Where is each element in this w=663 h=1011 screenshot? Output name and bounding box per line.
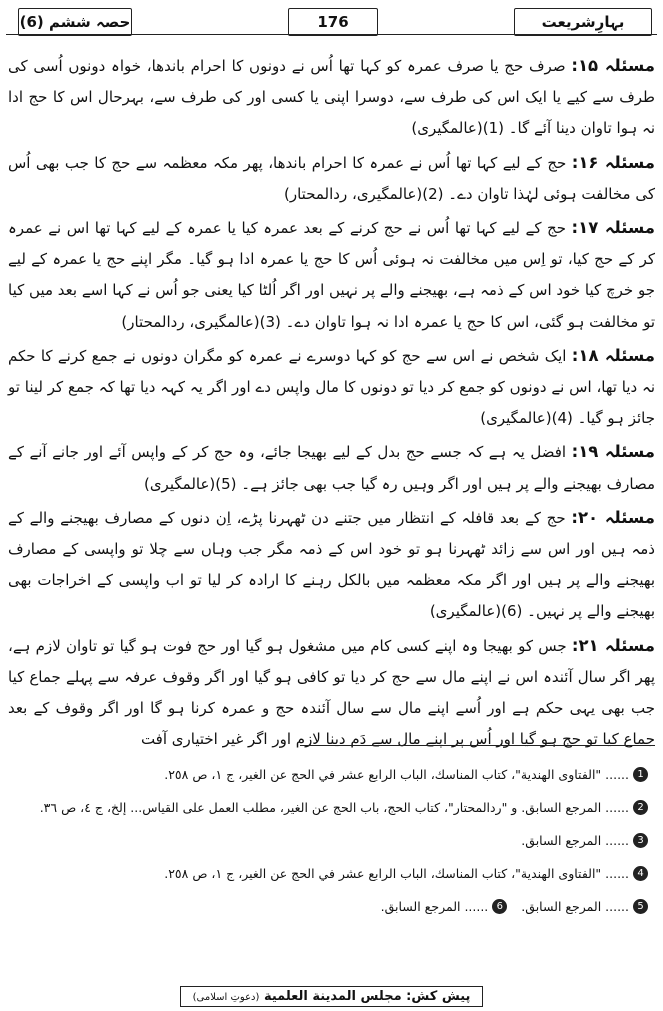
- footnote-text: ...... المرجع السابق.: [521, 899, 629, 914]
- footnote-number: 3: [633, 833, 648, 848]
- page-number: 176: [288, 8, 378, 36]
- footnote-text: ...... المرجع السابق.: [521, 833, 629, 848]
- footnote-4: [8, 857, 648, 890]
- masala-label: مسئلہ ۱۸:: [571, 345, 655, 365]
- masala-text: صرف حج یا صرف عمرہ کو کہا تھا اُس نے دونوں کا احرام باندھا، خواہ دونوں اُسی کی طرف سے کیے یا ایک اس کی طرف سے، دوسرا اپنی یا کسی اور کی طرف سے، بہرحال اس کا حج ادا نہ ہوا تاوان دینا آئے گا۔ (1)(عالمگیری): [8, 57, 655, 138]
- footnote-number: 5: [633, 899, 648, 914]
- footnote-6: [381, 899, 508, 914]
- publisher-prefix: پیش کش:: [406, 989, 471, 1004]
- masala-text: حج کے لیے کہا تھا اُس نے عمرہ کا احرام باندھا، پھر مکہ معظمہ سے حج کا جب بھی اُس کی مخالفت ہوئی لہٰذا تاوان دے۔ (2)(عالمگیری، ردالمحتار): [8, 153, 655, 203]
- masala-text: حج کے لیے کہا تھا اُس نے حج کرنے کے بعد عمرہ کیا یا عمرہ کے لیے کہا تھا اس نے عمرہ کر کے حج کیا، تو اِس میں مخالفت نہ ہوئی اُس کا حج یا عمرہ ادا ہو گیا۔ مگر اپنے حج یا عمرہ کے لیے جو خرچ کیا خود اس کے ذمہ ہے، بھیجنے والے پر نہیں اور اگر اُلٹا کیا یعنی جو اُس نے کہا اسے بعد میں کیا تو مخالفت ہو گئی، اس کا حج یا عمرہ ادا نہ ہوا تاوان دے۔ (3)(عالمگیری، ردالمحتار): [8, 219, 655, 331]
- masala-label: مسئلہ ۱۷:: [571, 218, 655, 238]
- masala-21: [8, 630, 655, 756]
- footnote-number: 1: [633, 767, 648, 782]
- masala-text: حج کے بعد قافلہ کے انتظار میں جتنے دن ٹھہرنا پڑے، اِن دنوں کے مصارف بھیجنے والے کے ذمہ ہیں اور اس سے زائد ٹھہرنا ہو تو خود اس کے ذمہ مگر جب وہاں سے چلا تو واپسی کے مصارف بھیجنے والے پر ہیں اور اگر مکہ معظمہ میں بالکل رہنے کا ارادہ کر لیا تو اب واپسی کے اخراجات بھی بھیجنے والے پر نہیں۔ (6)(عالمگیری): [8, 508, 655, 621]
- masala-17: [8, 212, 655, 338]
- footnote-5-6: [8, 890, 648, 923]
- masala-15: [8, 50, 655, 145]
- footnote-number: 4: [633, 866, 648, 881]
- masala-label: مسئلہ ۱۵:: [571, 56, 655, 75]
- footnote-text: ...... "الفتاوى الهندية"، كتاب المناسك، الباب الرابع عشر في الحج عن الغير، ج ١، ص ٢٥٨.: [164, 866, 629, 881]
- masala-text: ایک شخص نے اس سے حج کو کہا دوسرے نے عمرہ کو مگران دونوں نے جمع کرنے کا حکم نہ دیا تھا، اس نے دونوں کو جمع کر دیا تو دونوں کا مال واپس دے اور اگر یہ کہہ دیا تھا کہ جمع کر لینا تو جائز ہو گیا۔ (4)(عالمگیری): [8, 346, 655, 428]
- footnote-text: ...... "الفتاوى الهندية"، كتاب المناسك، الباب الرابع عشر في الحج عن الغير، ج ١، ص ٢٥٨.: [164, 767, 629, 782]
- publisher-suffix: (دعوتِ اسلامی): [192, 992, 260, 1003]
- publisher-box: [180, 986, 484, 1007]
- page-header: [0, 6, 663, 40]
- footnote-1: [8, 758, 648, 791]
- footnote-5: [521, 899, 648, 914]
- masala-16: [8, 147, 655, 210]
- masala-text: افضل یہ ہے کہ جسے حج بدل کے لیے بھیجا جائے، وہ حج کر کے واپس آئے اور جانے آنے کے مصارف بھیجنے والے پر ہیں اور اگر وہیں رہ گیا جب بھی جائز ہے۔ (5)(عالمگیری): [8, 443, 655, 493]
- footnote-divider: [300, 745, 655, 746]
- masala-label: مسئلہ ۲۰:: [571, 507, 655, 527]
- section-label: حصہ ششم (6): [18, 8, 132, 36]
- masala-text: جس کو بھیجا وہ اپنے کسی کام میں مشغول ہو گیا اور حج فوت ہو گیا تو تاوان لازم ہے، پھر اگر سال آئندہ اس نے اپنے مال سے حج کر دیا تو کافی ہو گیا اور اگر وقوف عرفہ سے پہلے جماع کیا جب بھی یہی حکم ہے اور اُسے اپنے مال سے سال آئندہ حج و عمرہ کرنا ہو گا اور اگر وقوف کے بعد جماع کیا تو حج ہو گیا اور اُس پر اپنے مال سے دَم دینا لازم اور اگر غیر اختیاری آفت: [8, 636, 655, 749]
- footnote-3: [8, 824, 648, 857]
- book-title: بہارِشریعت: [514, 8, 652, 36]
- masala-label: مسئلہ ۲۱:: [571, 635, 655, 655]
- footnote-2: [8, 791, 648, 824]
- masala-19: [8, 436, 655, 499]
- footnote-text: ...... المرجع السابق.: [380, 899, 489, 914]
- page-footer: [0, 985, 663, 1007]
- footnote-text: ...... المرجع السابق. و "ردالمحتار"، كتاب الحج، باب الحج عن الغير، مطلب العمل على القياس... إلخ، ج ٤، ص ٣٦.: [39, 800, 629, 815]
- masala-label: مسئلہ ۱۹:: [571, 442, 655, 462]
- header-rule: [6, 34, 657, 35]
- footnotes: [8, 758, 648, 923]
- masala-label: مسئلہ ۱۶:: [571, 152, 655, 172]
- footnote-number: 6: [492, 899, 507, 914]
- publisher-name: مجلس المدینة العلمیة: [263, 989, 402, 1004]
- page-body: [8, 50, 655, 757]
- masala-18: [8, 340, 655, 435]
- footnote-number: 2: [633, 800, 648, 815]
- masala-20: [8, 502, 655, 628]
